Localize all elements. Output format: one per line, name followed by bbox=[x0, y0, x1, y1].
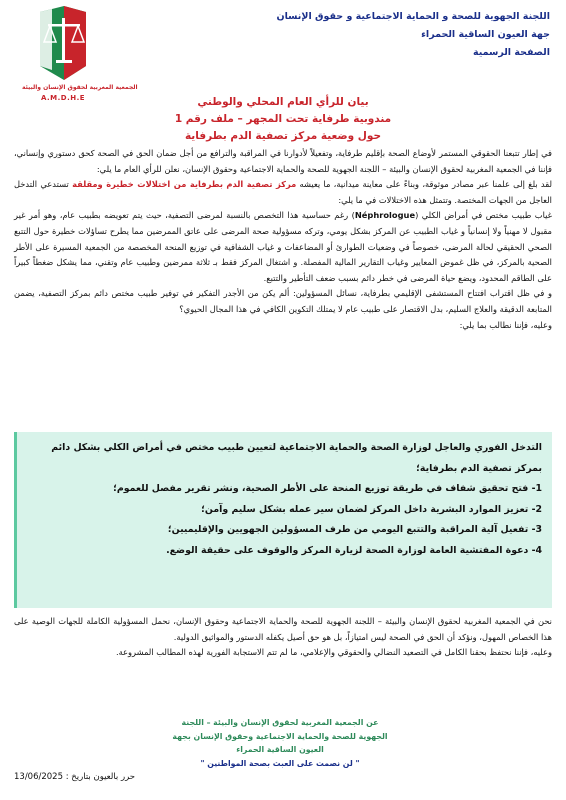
demand-item: 2- تعزيز الموارد البشرية داخل المركز لضمان سير عمله بشكل سليم وآمن؛ bbox=[201, 503, 542, 515]
closing-section bbox=[14, 614, 552, 661]
date-label: حرر بالعيون بتاريخ : bbox=[65, 772, 136, 782]
committee-header bbox=[170, 8, 550, 62]
intro-paragraph: في إطار تتبعنا الحقوقي المستمر لأوضاع الصحة بإقليم طرفاية، وتفعيلاً لأدوارنا في المراقبة والترافع من أجل ضمان الحق في الصحة كحق دستوري وإنساني، فإننا في الجمعية المغربية لحقوق الإنسان والبيئة – اللجنة الجهوية للصحة والحماية الاجتماعية وحقوق الإنسان، نعلن للرأي العام ما يلي: bbox=[14, 148, 552, 174]
logo-arabic-name: الجمعية المغربية لحقوق الإنسان والبيئة bbox=[22, 84, 138, 91]
statement-title bbox=[60, 94, 506, 145]
demands-lead: وعليه، فإننا نطالب بما يلي: bbox=[459, 319, 552, 330]
title-line-2: مندوبية طرفاية تحت المجهر – ملف رقم 1 bbox=[174, 113, 392, 125]
findings-text-start: لقد بلغ إلى علمنا عبر مصادر موثوقة، وبناءً على معاينة ميدانية، ما يعيشه bbox=[296, 179, 552, 190]
signature-line-3: العيون الساقية الحمراء bbox=[236, 745, 324, 754]
nephrologue-term: Néphrologue bbox=[354, 210, 416, 221]
findings-text-end: تستدعي التدخل العاجل من الجهات المختصة. وتتمثل هذه الاختلالات في ما يلي: bbox=[14, 179, 552, 205]
signature-line-2: الجهوية للصحة والحماية الاجتماعية وحقوق الإنسان بجهة bbox=[172, 731, 388, 741]
issues-text-end: ) رغم حساسية هذا التخصص بالنسبة لمرضى التصفية، حيث يتم تعويضه بطبيب عام، وهو أمر غير مقبول لا مهنياً ولا إنسانياً و غياب الطبيب عن المركز بشكل يومي، وتركه مسؤولية صحة المرضى على عاتق الممرضين مما يطرح تساؤلات خطيرة حول التتبع الصحي الحقيقي لحالة المرضى، خصوصاً في وضعيات الطوارئ أو المضاعفات و غياب الشفافية في توزيع المنحة المخصصة من الجمعية المسيرة على الأطر الصحية بالمركز، في ظل غموض المعايير وغياب التقارير المالية المفصلة. و اشتغال المركز فقط بـ ثلاثة ممرضين وطبيب عام وتقني، مما يشكل ضغطاً كبيراً على الطاقم المحدود، ويضع حياة المرضى في خطر دائم بسبب ضعف التأطير والتتبع. bbox=[14, 210, 552, 283]
demand-item: 3- تفعيل آلية المراقبة والتتبع اليومي من طرف المسؤولين الجهويين والإقليميين؛ bbox=[167, 524, 542, 535]
demand-item: 1- فتح تحقيق شفاف في طريقة توزيع المنحة على الأطر الصحية، ونشر تقرير مفصل للعموم؛ bbox=[113, 483, 542, 494]
logo-acronym: A.M.D.H.E bbox=[40, 94, 86, 102]
statement-body bbox=[14, 146, 552, 333]
title-line-3: حول وضعية مركز تصفية الدم بطرفاية bbox=[184, 130, 382, 142]
title-line-1: بيان للرأي العام المحلي والوطني bbox=[197, 96, 369, 108]
demands-box bbox=[14, 432, 552, 608]
findings-highlight: مركز تصفية الدم بطرفاية من اختلالات خطيرة ومقلقة bbox=[72, 179, 297, 190]
issues-text-start: غياب طبيب مختص في أمراض الكلي ( bbox=[415, 210, 552, 221]
demand-item: 4- دعوة المفتشية العامة لوزارة الصحة لزيارة المركز والوقوف على حقيقة الوضع. bbox=[166, 544, 542, 556]
signature-motto: " لن نصمت على العبث بصحة المواطنين " bbox=[200, 758, 360, 768]
date-value: 13/06/2025 bbox=[14, 772, 63, 782]
responsibility-paragraph: نحن في الجمعية المغربية لحقوق الإنسان والبيئة – اللجنة الجهوية للصحة والحماية الاجتماعية وحقوق الإنسان، نحمل المسؤولية الكاملة للجهات الوصية على هذا الخصاص المهول، ونؤكد أن الحق في الصحة ليس امتيازاً، بل هو حق أصيل يكفله الدستور والمواثيق الدولية. bbox=[14, 616, 552, 642]
escalation-paragraph: وعليه، فإننا نحتفظ بحقنا الكامل في التصعيد النضالي والحقوقي والإعلامي، ما لم تتم الاستجابة الفورية لهذه المطالب المشروعة. bbox=[115, 647, 552, 658]
demand-intro: التدخل الفوري والعاجل لوزارة الصحة والحماية الاجتماعية لتعيين طبيب مختص في أمراض الكلي بشكل دائم بمركز تصفية الدم بطرفاية؛ bbox=[51, 442, 542, 474]
association-logo bbox=[22, 4, 138, 102]
scales-of-justice-icon bbox=[30, 4, 96, 84]
header-region: جهة العيون الساقية الحمراء bbox=[421, 29, 550, 40]
header-committee-name: اللجنة الجهوية للصحة و الحماية الاجتماعية و حقوق الإنسان bbox=[276, 11, 550, 22]
header-official-page: الصفحة الرسمية bbox=[472, 47, 550, 58]
issues-paragraph bbox=[14, 208, 552, 286]
issue-date bbox=[14, 772, 135, 782]
signature-line-1: عن الجمعية المغربية لحقوق الإنسان والبيئة – اللجنة bbox=[181, 718, 379, 727]
question-paragraph: و في ظل اقتراب افتتاح المستشفى الإقليمي بطرفاية، نسائل المسؤولين: ألم يكن من الأجدر التفكير في توفير طبيب مختص دائم بمركز التصفية، يضمن المتابعة الدقيقة والعلاج السليم، بدل الاقتصار على طبيب عام لا يمتلك التكوين الكافي في هذا المجال الحيوي؟ bbox=[14, 288, 552, 314]
findings-paragraph bbox=[14, 177, 552, 208]
signature-block bbox=[160, 716, 400, 770]
